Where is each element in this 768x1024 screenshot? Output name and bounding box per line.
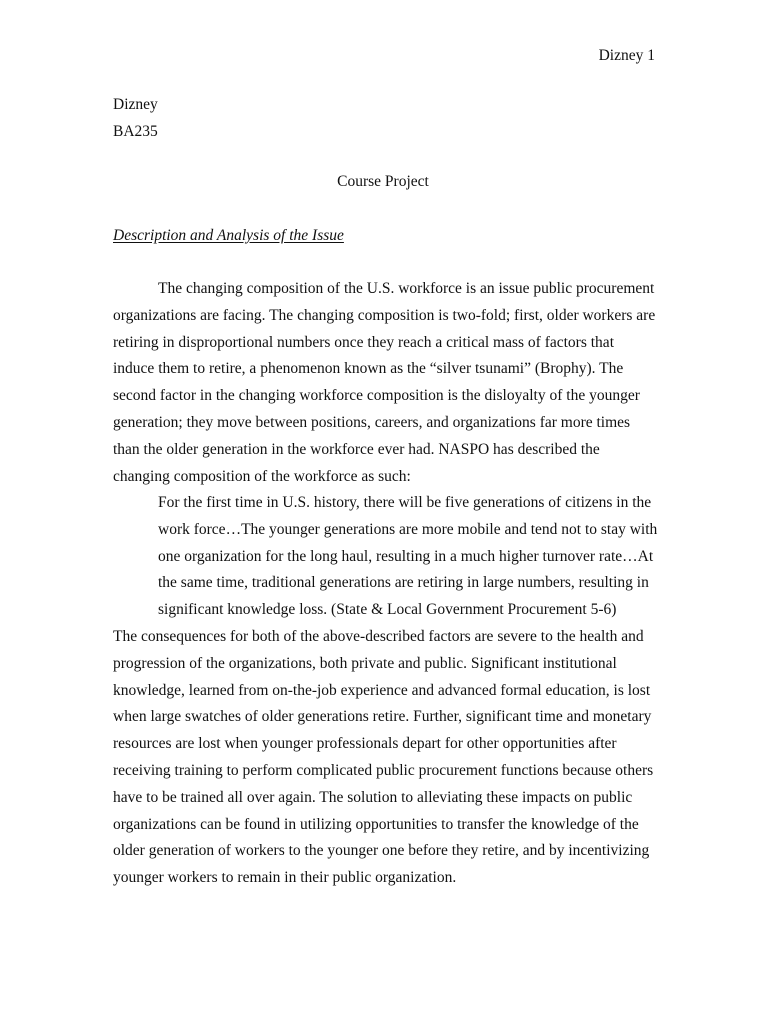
block-quote: For the first time in U.S. history, there will be five generations of citizens in the work force…The younger generations are more mobile and tend not to stay with one organization for the long haul, resulting in a much higher turnover rate…At the same time, traditional generations are retiring in large numbers, resulting in significant knowledge loss. (State & Local Government Procurement 5-6) xyxy=(158,494,658,619)
author-name: Dizney xyxy=(113,96,158,113)
paragraph-consequences: The consequences for both of the above-described factors are severe to the health and progression of the organizations, both private and public. Significant institutional knowledge, learned from on-the-job experience and advanced formal education, is lost when large swatches of older generations retire. Further, significant time and monetary resources are lost when younger professionals depart for other opportunities after receiving training to perform complicated public procurement functions because others have to be trained all over again. The solution to alleviating these impacts on public organizations can be found in utilizing opportunities to transfer the knowledge of the older generation of workers to the younger one before they retire, and by incentivizing younger workers to remain in their public organization. xyxy=(113,628,654,887)
author-block xyxy=(113,92,158,145)
paragraph-intro: The changing composition of the U.S. workforce is an issue public procurement organizations are facing. The changing composition is two-fold; first, older workers are retiring in disproportional numbers once they reach a critical mass of factors that induce them to retire, a phenomenon known as the “silver tsunami” (Brophy). The second factor in the changing workforce composition is the disloyalty of the younger generation; they move between positions, careers, and organizations far more times than the older generation in the workforce ever had. NASPO has described the changing composition of the workforce as such: xyxy=(113,280,656,485)
course-code: BA235 xyxy=(113,122,158,140)
section-heading: Description and Analysis of the Issue xyxy=(113,227,344,244)
page-header-label: Dizney 1 xyxy=(598,47,655,64)
document-title: Course Project xyxy=(337,173,429,190)
